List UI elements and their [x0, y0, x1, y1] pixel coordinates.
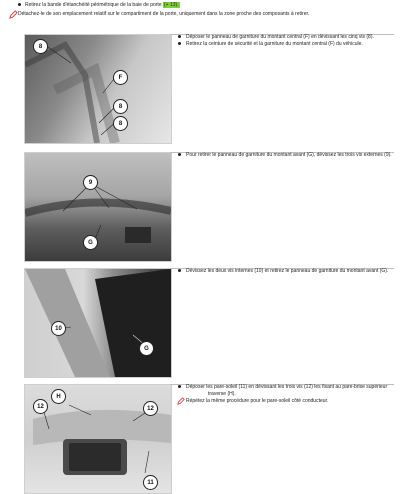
top-note-2-text: Détachez-le de son emplacement relatif sur le compartiment de la porte, uniquement dans la zone proche des composants à retirer.	[18, 11, 310, 17]
step-1-line-1: Déposer le panneau de garniture du montant central (F) en dévissant les cinq vis (8).	[186, 34, 374, 40]
callout-12b: 12	[143, 401, 158, 416]
callout-G: G	[139, 341, 154, 356]
callout-8c: 8	[113, 116, 128, 131]
step-1-text	[178, 34, 398, 48]
callout-10: 10	[51, 321, 66, 336]
pencil-warning-icon	[9, 10, 18, 19]
step-4-text	[178, 384, 398, 405]
step-2-line-1: Pour retirer le panneau de garniture du montant avant (G), dévissez les trois vis externes (9).	[186, 152, 392, 158]
callout-12a: 12	[33, 399, 48, 414]
bullet-icon	[18, 3, 21, 6]
top-note-2	[18, 11, 309, 18]
step-3-text	[178, 268, 398, 275]
photo-central-pillar	[24, 34, 172, 144]
photo-sun-visor	[24, 384, 172, 494]
photo-front-pillar-internal	[24, 268, 172, 378]
step-4-note	[178, 398, 398, 405]
top-note-1-text: Retirez la bande d'étanchéité périmétrique de la baie de porte	[25, 2, 162, 8]
step-4-note-text: Répétez la même procédure pour le pare-soleil côté conducteur.	[186, 398, 329, 404]
callout-8a: 8	[33, 39, 48, 54]
callout-G-top: G	[83, 235, 98, 250]
step-3-line-1: Dévissez les deux vis internes (10) et retirez le panneau de garniture du montant avant (G).	[186, 268, 389, 274]
step-1-line-2: Retirez la ceinture de sécurité et la garniture du montant central (F) du véhicule.	[186, 41, 363, 47]
top-note-1	[18, 2, 180, 9]
step-2-text	[178, 152, 398, 159]
callout-9: 9	[83, 175, 98, 190]
step-4-line-1: Déposer les pare-soleil (11) en dévissant les trois vis (12) les fixant au pare-brise supérieur	[186, 384, 388, 390]
step-4-line-2: traverse (H).	[208, 391, 236, 397]
callout-F: F	[113, 70, 128, 85]
callout-8b: 8	[113, 99, 128, 114]
photo-front-pillar-screws	[24, 152, 172, 262]
highlight-ref: (+ 13).	[164, 2, 179, 8]
callout-H: H	[51, 389, 66, 404]
callout-11: 11	[143, 475, 158, 490]
pencil-warning-icon	[177, 397, 185, 405]
